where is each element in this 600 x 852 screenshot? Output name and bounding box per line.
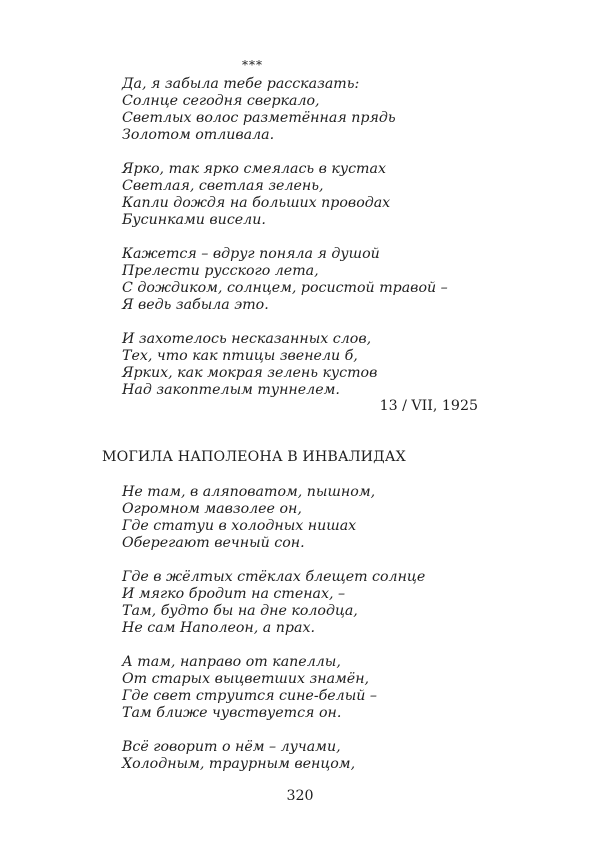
page-number: 320 — [286, 788, 314, 804]
poem-line: А там, направо от капеллы, — [122, 654, 341, 670]
poem-line: Светлых волос разметённая прядь — [122, 110, 396, 126]
poem-line: Бусинками висели. — [122, 212, 266, 228]
poem-line: С дождиком, солнцем, росистой травой – — [122, 280, 448, 296]
poem2-stanza-3 — [122, 654, 377, 722]
poem-line: Не сам Наполеон, а прах. — [122, 620, 315, 636]
poem-line: Тех, что как птицы звенели б, — [122, 348, 358, 364]
poem-line: Кажется – вдруг поняла я душой — [122, 246, 380, 262]
poem-line: И мягко бродит на стенах, – — [122, 586, 346, 602]
poem-line: Где свет струится сине-белый – — [122, 688, 378, 704]
section-separator: *** — [242, 58, 263, 72]
poem1-stanza-2 — [122, 161, 390, 229]
poem-line: Всё говорит о нём – лучами, — [122, 739, 341, 755]
poem-line: Там, будто бы на дне колодца, — [122, 603, 358, 619]
poem-line: Я ведь забыла это. — [122, 297, 269, 313]
poem-line: Там ближе чувствуется он. — [122, 705, 342, 721]
poem-line: Прелести русского лета, — [122, 263, 319, 279]
poem-line: Холодным, траурным венцом, — [122, 756, 356, 772]
poem-title: МОГИЛА НАПОЛЕОНА В ИНВАЛИДАХ — [102, 449, 406, 465]
poem-line: Ярких, как мокрая зелень кустов — [122, 365, 378, 381]
poem-line: Не там, в аляповатом, пышном, — [122, 484, 376, 500]
poem1-stanza-4 — [122, 331, 377, 399]
poem-date: 13 / VII, 1925 — [379, 398, 478, 414]
poem-line: Солнце сегодня сверкало, — [122, 93, 320, 109]
poem-line: Да, я забыла тебе рассказать: — [122, 76, 360, 92]
poem-line: Оберегают вечный сон. — [122, 535, 305, 551]
poem1-stanza-1 — [122, 76, 396, 144]
poem-line: И захотелось несказанных слов, — [122, 331, 372, 347]
poem-line: Капли дождя на больших проводах — [122, 195, 391, 211]
poem-line: Огромном мавзолее он, — [122, 501, 302, 517]
poem-line: Над закоптелым туннелем. — [122, 382, 340, 398]
poem-line: От старых выцветших знамён, — [122, 671, 370, 687]
poem2-stanza-2 — [122, 569, 425, 637]
poem2-stanza-1 — [122, 484, 375, 552]
poem-line: Ярко, так ярко смеялась в кустах — [122, 161, 386, 177]
poem1-stanza-3 — [122, 246, 448, 314]
poem-line: Светлая, светлая зелень, — [122, 178, 324, 194]
poem-line: Где в жёлтых стёклах блещет солнце — [122, 569, 426, 585]
poem2-stanza-4 — [122, 739, 355, 773]
poem-line: Золотом отливала. — [122, 127, 275, 143]
poem-line: Где статуи в холодных нишах — [122, 518, 357, 534]
